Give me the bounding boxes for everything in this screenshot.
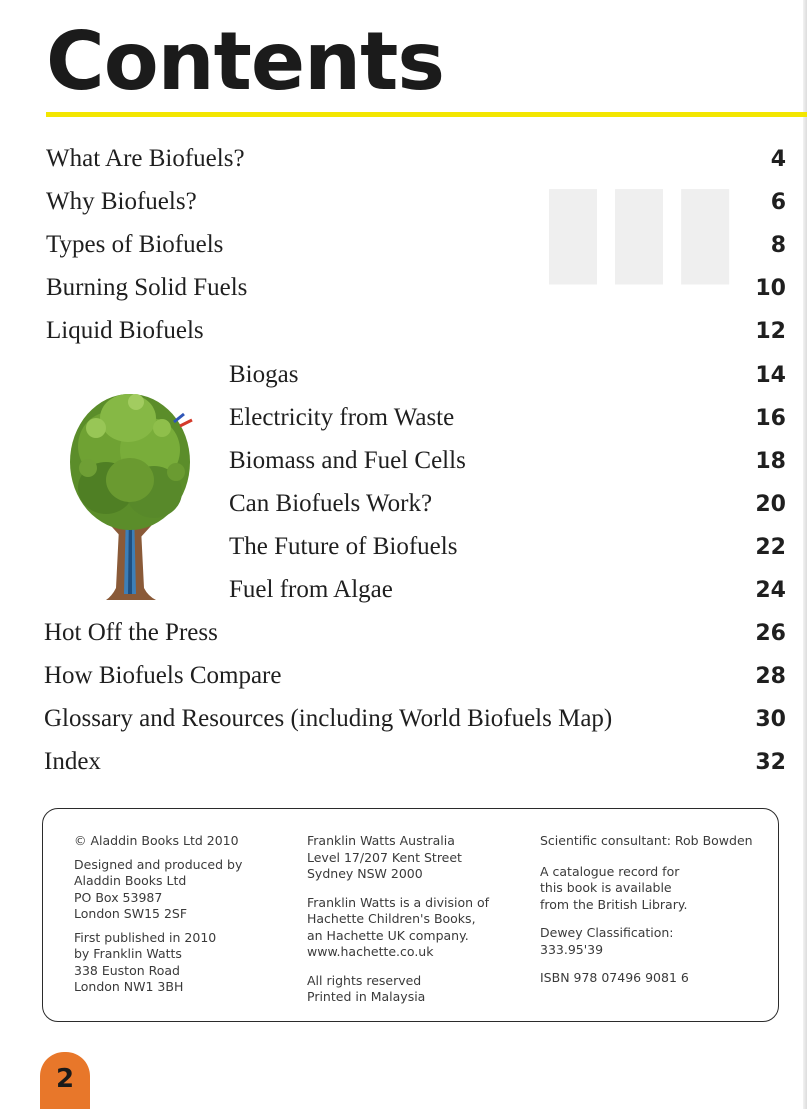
toc-page-number: 4	[770, 146, 786, 172]
toc-row-biogas[interactable]	[229, 358, 786, 392]
tree-illustration	[66, 388, 198, 602]
page-title: Contents	[46, 15, 444, 108]
toc-row-fuel-from-algae[interactable]	[229, 573, 786, 607]
toc-page-number: 22	[755, 534, 786, 560]
toc-label: What Are Biofuels?	[46, 145, 245, 172]
toc-label: How Biofuels Compare	[44, 662, 282, 689]
toc-page-number: 16	[755, 405, 786, 431]
toc-page-number: 6	[770, 189, 786, 215]
toc-row-future-of-biofuels[interactable]	[229, 530, 786, 564]
toc-label: Fuel from Algae	[229, 576, 393, 603]
toc-label: The Future of Biofuels	[229, 533, 458, 560]
rights-notice: All rights reserved Printed in Malaysia	[307, 972, 426, 1004]
title-underline	[46, 112, 807, 117]
toc-page-number: 30	[755, 706, 786, 732]
toc-row-burning-solid-fuels[interactable]	[46, 271, 786, 305]
toc-label: Electricity from Waste	[229, 404, 455, 431]
toc-label: Can Biofuels Work?	[229, 490, 433, 517]
toc-page-number: 12	[755, 318, 786, 344]
toc-row-index[interactable]	[44, 745, 786, 779]
toc-label: Liquid Biofuels	[46, 317, 204, 344]
toc-row-glossary-and-resources[interactable]	[44, 702, 786, 736]
publisher-division: Franklin Watts is a division of Hachette Children's Books, an Hachette UK company. www.hachette.co.uk	[307, 894, 490, 959]
toc-row-types-of-biofuels[interactable]	[46, 228, 786, 262]
toc-page-number: 8	[770, 232, 786, 258]
australia-address: Franklin Watts Australia Level 17/207 Kent Street Sydney NSW 2000	[307, 833, 462, 881]
toc-label: Burning Solid Fuels	[46, 274, 248, 301]
toc-page-number: 24	[755, 577, 786, 603]
toc-label: Why Biofuels?	[46, 188, 197, 215]
toc-row-can-biofuels-work[interactable]	[229, 487, 786, 521]
isbn: ISBN 978 07496 9081 6	[540, 970, 689, 985]
dewey-classification: Dewey Classification: 333.95'39	[540, 925, 674, 957]
imprint-column-2	[307, 833, 489, 1013]
toc-label: Biomass and Fuel Cells	[229, 447, 466, 474]
toc-label: Types of Biofuels	[46, 231, 224, 258]
first-published: First published in 2010 by Franklin Watts 338 Euston Road London NW1 3BH	[74, 929, 217, 994]
toc-label: Biogas	[229, 361, 299, 388]
toc-label: Index	[44, 748, 101, 775]
show-through-texture: ▮▮▮	[540, 160, 739, 294]
scientific-consultant: Scientific consultant: Rob Bowden	[540, 833, 753, 848]
page-edge	[803, 0, 807, 1109]
toc-page-number: 18	[755, 448, 786, 474]
page-number-badge: 2	[40, 1052, 90, 1109]
imprint-box	[42, 808, 779, 1022]
imprint-column-3	[540, 833, 753, 994]
toc-page-number: 26	[755, 620, 786, 646]
toc-row-why-biofuels[interactable]	[46, 185, 786, 219]
toc-label: Hot Off the Press	[44, 619, 218, 646]
toc-row-hot-off-the-press[interactable]	[44, 616, 786, 650]
toc-page-number: 10	[755, 275, 786, 301]
imprint-column-1	[74, 833, 242, 1003]
toc-page-number: 32	[755, 749, 786, 775]
toc-page-number: 20	[755, 491, 786, 517]
toc-row-liquid-biofuels[interactable]	[46, 314, 786, 348]
toc-page-number: 28	[755, 663, 786, 689]
toc-row-electricity-from-waste[interactable]	[229, 401, 786, 435]
tree-canopy	[70, 394, 190, 530]
toc-label: Glossary and Resources (including World Biofuels Map)	[44, 705, 613, 732]
toc-row-how-biofuels-compare[interactable]	[44, 659, 786, 693]
catalogue-record: A catalogue record for this book is available from the British Library.	[540, 863, 688, 912]
toc-row-biomass-and-fuel-cells[interactable]	[229, 444, 786, 478]
toc-page-number: 14	[755, 362, 786, 388]
copyright-text: © Aladdin Books Ltd 2010	[74, 833, 239, 848]
toc-row-what-are-biofuels[interactable]	[46, 142, 786, 176]
designed-by: Designed and produced by Aladdin Books Ltd PO Box 53987 London SW15 2SF	[74, 856, 243, 921]
